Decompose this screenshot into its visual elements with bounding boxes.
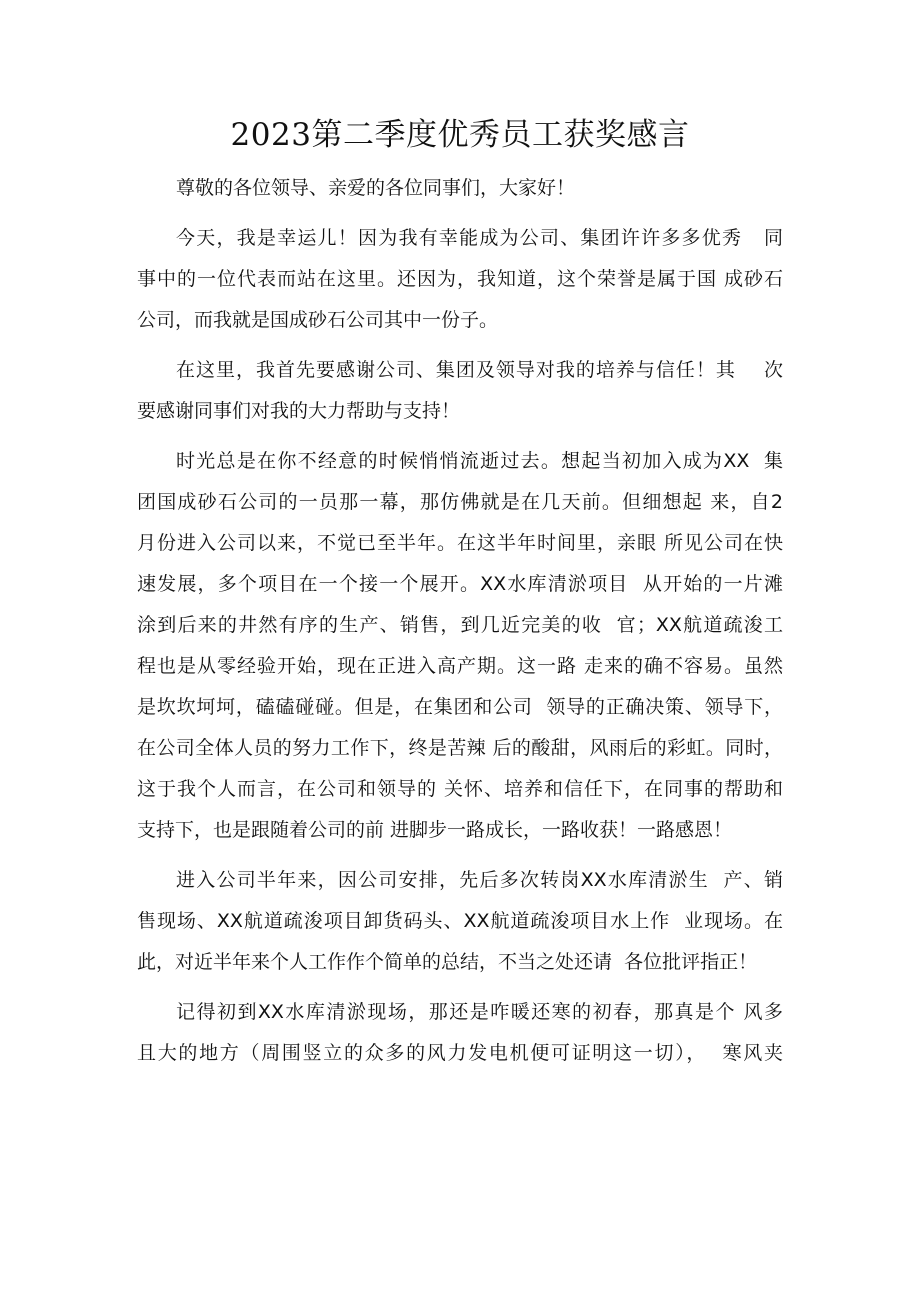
paragraph-line: 程也是从零经验开始，现在正进入高产期。这一路 走来的确不容易。虽然 [137, 655, 783, 677]
paragraph-line: 售现场、XX航道疏浚项目卸货码头、XX航道疏浚项目水上作 业现场。在 [137, 910, 783, 932]
document-title: 2023第二季度优秀员工获奖感言 [230, 117, 690, 153]
paragraph-line: 在公司全体人员的努力工作下，终是苦辣 后的酸甜，风雨后的彩虹。同时， [137, 737, 783, 759]
paragraph-line: 此，对近半年来个人工作作个简单的总结，不当之处还请 各位批评指正！ [137, 951, 758, 973]
paragraph-line: 今天，我是幸运儿！因为我有幸能成为公司、集团许许多多优秀 同 [176, 227, 783, 249]
paragraph-line: 是坎坎坷坷，磕磕碰碰。但是，在集团和公司 领导的正确决策、领导下， [137, 696, 783, 718]
paragraph-line: 涂到后来的井然有序的生产、销售，到几近完美的收 官；XX航道疏浚工 [137, 614, 783, 636]
paragraph-line: 事中的一位代表而站在这里。还因为，我知道，这个荣誉是属于国 成砂石 [137, 268, 783, 290]
paragraph-line: 进入公司半年来，因公司安排，先后多次转岗XX水库清淤生 产、销 [176, 869, 783, 891]
paragraph-line: 速发展，多个项目在一个接一个展开。XX水库清淤项目 从开始的一片滩 [137, 573, 783, 595]
paragraph-line: 尊敬的各位领导、亲爱的各位同事们，大家好！ [176, 177, 576, 199]
paragraph-line: 时光总是在你不经意的时候悄悄流逝过去。想起当初加入成为XX 集 [176, 450, 783, 472]
document-body [137, 168, 783, 1074]
paragraph-line: 要感谢同事们对我的大力帮助与支持！ [137, 400, 461, 422]
paragraph-line: 在这里，我首先要感谢公司、集团及领导对我的培养与信任！其 次 [176, 359, 783, 381]
paragraph-line: 支持下，也是跟随着公司的前 进脚步一路成长，一路收获！一路感恩！ [137, 819, 733, 841]
paragraph-line: 公司，而我就是国成砂石公司其中一份子。 [137, 309, 499, 331]
paragraph-line: 记得初到XX水库清淤现场，那还是咋暖还寒的初春，那真是个 风多 [176, 1001, 783, 1023]
paragraph-line: 月份进入公司以来，不觉已至半年。在这半年时间里，亲眼 所见公司在快 [137, 532, 783, 554]
paragraph-line: 这于我个人而言，在公司和领导的 关怀、培养和信任下，在同事的帮助和 [137, 778, 783, 800]
paragraph-line: 且大的地方（周围竖立的众多的风力发电机便可证明这一切）， 寒风夹 [137, 1042, 783, 1064]
paragraph-line: 团国成砂石公司的一员那一幕，那仿佛就是在几天前。但细想起 来，自2 [137, 491, 783, 513]
